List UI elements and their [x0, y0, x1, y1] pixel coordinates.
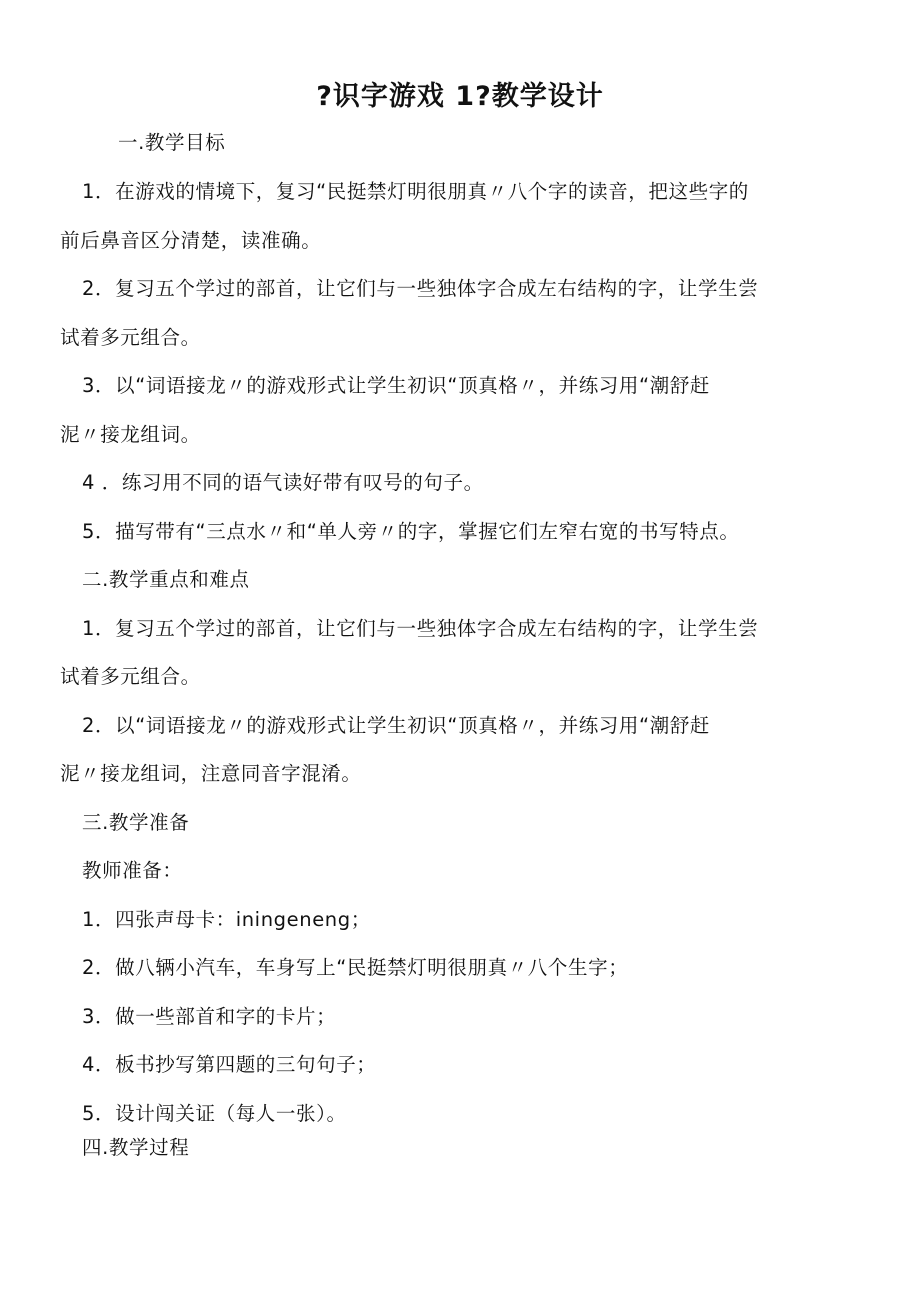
paragraph-line: 2．以“词语接龙〃的游戏形式让学生初识“顶真格〃，并练习用“潮舒赶: [82, 714, 711, 737]
paragraph-line: 2．做八辆小汽车，车身写上“民挺禁灯明很朋真〃八个生字；: [82, 956, 629, 979]
section-heading-process: 四.教学过程: [82, 1136, 190, 1159]
paragraph-line: 4 ．练习用不同的语气读好带有叹号的句子。: [82, 471, 484, 494]
paragraph-line: 1．在游戏的情境下，复习“民挺禁灯明很朋真〃八个字的读音，把这些字的: [82, 180, 749, 203]
paragraph-line: 1．复习五个学过的部首，让它们与一些独体字合成左右结构的字，让学生尝: [82, 617, 759, 640]
document-title: ?识字游戏 1?教学设计: [316, 81, 604, 112]
paragraph-line: 2．复习五个学过的部首，让它们与一些独体字合成左右结构的字，让学生尝: [82, 277, 759, 300]
paragraph-line: 泥〃接龙组词。: [60, 423, 201, 446]
paragraph-line: 3．做一些部首和字的卡片；: [82, 1005, 337, 1028]
paragraph-line: 4．板书抄写第四题的三句句子；: [82, 1053, 377, 1076]
paragraph-line: 5．设计闯关证（每人一张）。: [82, 1102, 347, 1125]
paragraph-line: 泥〃接龙组词，注意同音字混淆。: [60, 762, 362, 785]
paragraph-line: 前后鼻音区分清楚，读准确。: [60, 229, 322, 252]
section-heading-key-points: 二.教学重点和难点: [82, 568, 250, 591]
paragraph-line: 教师准备：: [82, 859, 183, 882]
section-heading-preparation: 三.教学准备: [82, 811, 190, 834]
paragraph-line: 5．描写带有“三点水〃和“单人旁〃的字，掌握它们左窄右宽的书写特点。: [82, 520, 740, 543]
paragraph-line: 3．以“词语接龙〃的游戏形式让学生初识“顶真格〃，并练习用“潮舒赶: [82, 374, 711, 397]
section-heading-objectives: 一.教学目标: [118, 131, 226, 154]
paragraph-line: 试着多元组合。: [60, 665, 201, 688]
paragraph-line: 1．四张声母卡：iningeneng；: [82, 908, 371, 931]
paragraph-line: 试着多元组合。: [60, 326, 201, 349]
